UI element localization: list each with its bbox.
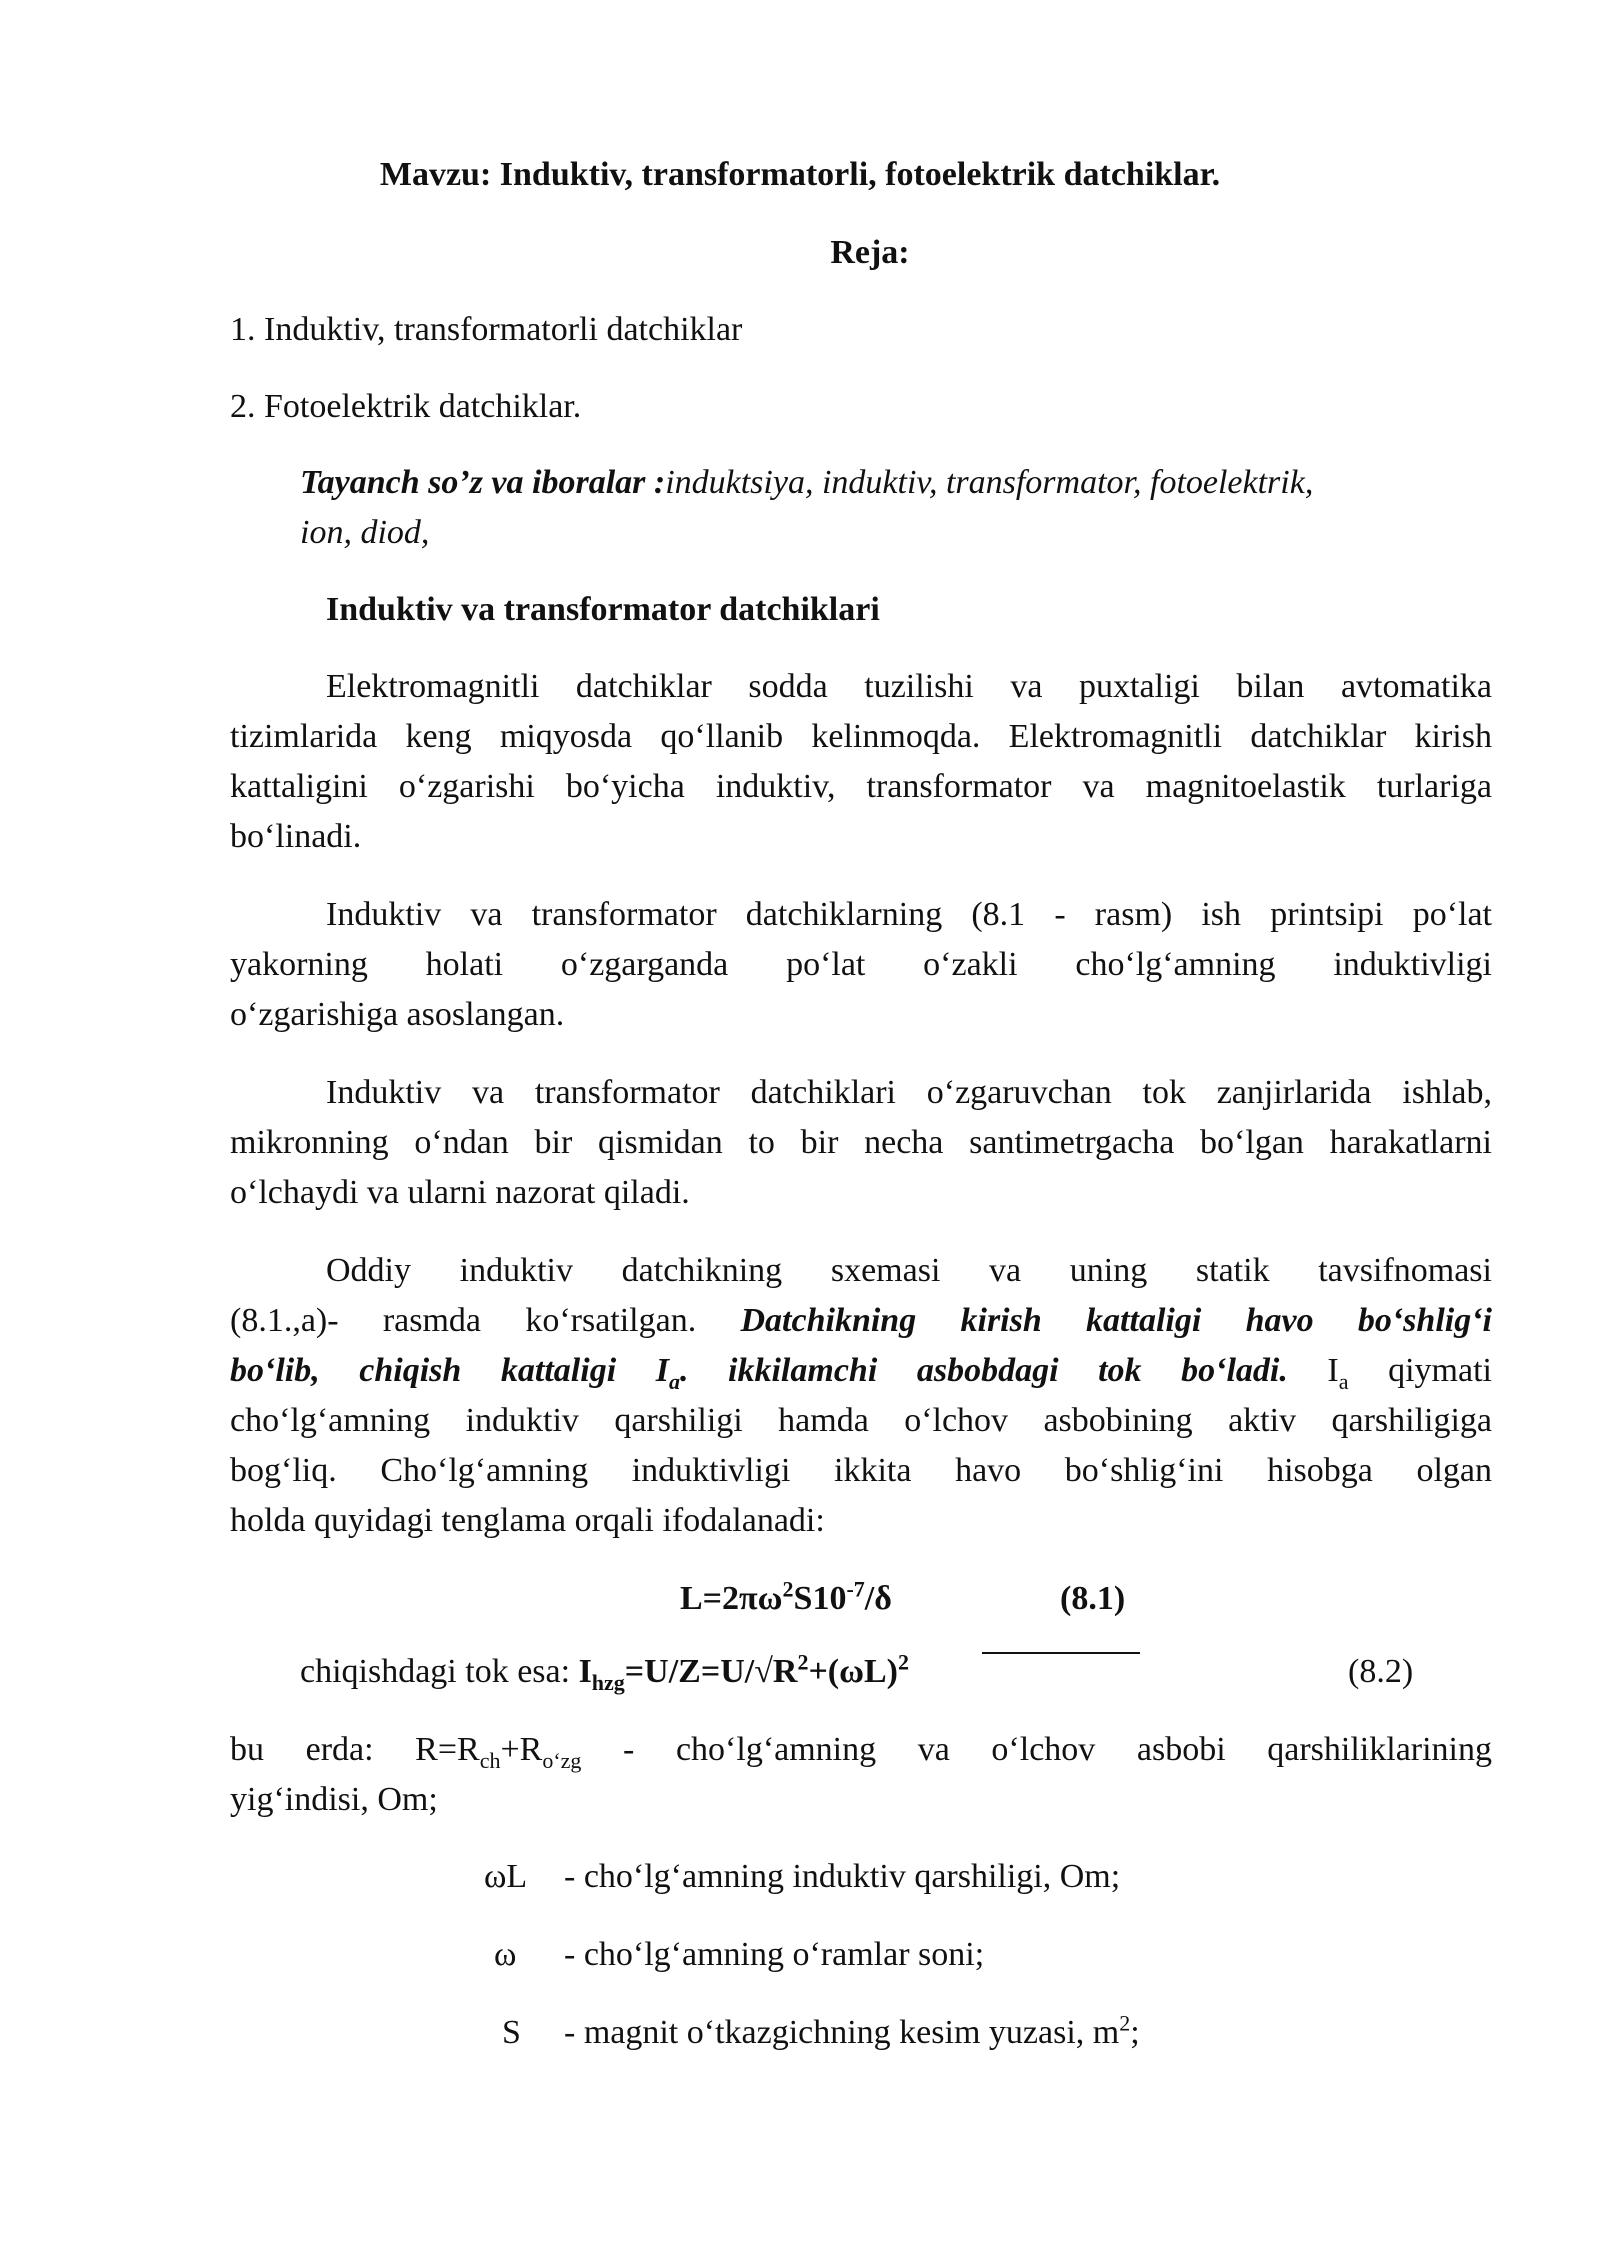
formula-8-1-sup-2: -7 xyxy=(846,1576,865,1602)
para2-line-2: yakorning holati o‘zgarganda po‘lat o‘zakli cho‘lg‘amning induktivligi xyxy=(230,946,1492,983)
formula-8-1 xyxy=(680,1574,892,1624)
def-omega xyxy=(494,1930,984,1980)
formula-8-1-part-c: /δ xyxy=(864,1580,892,1617)
para4-line-3 xyxy=(230,1346,1492,1396)
para4-line-3-bold-sub: a xyxy=(668,1368,680,1394)
def-omega-text: - cho‘lg‘amning o‘ramlar soni; xyxy=(564,1936,985,1973)
def-omega-symbol: ω xyxy=(494,1936,517,1973)
para2-line-3: o‘zgarishiga asoslangan. xyxy=(230,996,565,1033)
def-s-sup: 2 xyxy=(1119,2010,1131,2036)
para3-line-1: Induktiv va transformator datchiklari o‘zgaruvchan tok zanjirlarida ishlab, xyxy=(326,1074,1492,1111)
para4-line-3-plain-b: qiymati xyxy=(1348,1352,1492,1389)
plan-item-2: 2. Fotoelektrik datchiklar. xyxy=(230,388,582,425)
para4-line-2-bold: Datchikning kirish kattaligi havo bo‘shlig‘i xyxy=(740,1302,1492,1339)
para1-line-3: kattaligini o‘zgarishi bo‘yicha induktiv, transformator va magnitoelastik turlariga xyxy=(230,768,1492,805)
def-omega-l-text: - cho‘lg‘amning induktiv qarshiligi, Om; xyxy=(564,1858,1121,1895)
para2-line-1: Induktiv va transformator datchiklarning (8.1 - rasm) ish printsipi po‘lat xyxy=(326,896,1492,933)
para3-line-3: o‘lchaydi va ularni nazorat qiladi. xyxy=(230,1174,690,1211)
page-title: Mavzu: Induktiv, transformatorli, fotoelektrik datchiklar. xyxy=(379,156,1221,193)
para4-line-3-bold-a: bo‘lib, chiqish kattaligi I xyxy=(230,1352,669,1389)
where-sub-1: ch xyxy=(479,1747,501,1773)
formula-8-2-sub: hzg xyxy=(591,1669,625,1695)
formula-8-1-number: (8.1) xyxy=(1060,1580,1126,1617)
para4-line-2-plain: (8.1.,a)- rasmda ko‘rsatilgan. xyxy=(230,1302,741,1339)
keywords-line-2: ion, diod, xyxy=(300,514,430,551)
keywords-label: Tayanch so’z va iboralar : xyxy=(300,464,666,501)
para4-line-5: bog‘liq. Cho‘lg‘amning induktivligi ikkita havo bo‘shlig‘ini hisobga olgan xyxy=(230,1452,1492,1489)
formula-8-1-part-b: S10 xyxy=(793,1580,847,1617)
para4-line-1: Oddiy induktiv datchikning sxemasi va uning statik tavsifnomasi xyxy=(326,1252,1492,1289)
formula-8-1-sup-1: 2 xyxy=(782,1576,794,1602)
def-s xyxy=(502,2008,1140,2058)
para4-line-3-plain-sub: a xyxy=(1338,1368,1349,1394)
where-part-a: bu erda: R=R xyxy=(230,1731,480,1768)
formula-8-2-line xyxy=(300,1647,909,1697)
plan-item-1: 1. Induktiv, transformatorli datchiklar xyxy=(230,311,743,348)
formula-8-2-part-c: +(ωL) xyxy=(808,1653,898,1690)
formula-8-2-part-b: =U/Z=U/√R xyxy=(624,1653,798,1690)
sqrt-overline xyxy=(982,1652,1140,1654)
para4-line-3-bold-b: . ikkilamchi asbobdagi tok bo‘ladi. xyxy=(679,1352,1288,1389)
def-s-text: - magnit o‘tkazgichning kesim yuzasi, m xyxy=(564,2014,1120,2051)
where-part-b: +R xyxy=(500,1731,543,1768)
para1-line-1: Elektromagnitli datchiklar sodda tuzilishi va puxtaligi bilan avtomatika xyxy=(326,668,1492,705)
plan-heading: Reja: xyxy=(830,234,910,271)
para4-line-2 xyxy=(230,1296,1492,1346)
formula-8-1-part-a: L=2πω xyxy=(680,1580,783,1617)
def-omega-l-symbol: ωL xyxy=(484,1858,528,1895)
section-heading: Induktiv va transformator datchiklari xyxy=(326,591,880,628)
para1-line-2: tizimlarida keng miqyosda qo‘llanib kelinmoqda. Elektromagnitli datchiklar kirish xyxy=(230,718,1492,755)
where-line-1 xyxy=(230,1725,1492,1775)
formula-8-2-lead: chiqishdagi tok esa: xyxy=(300,1653,579,1690)
def-s-symbol: S xyxy=(502,2014,521,2051)
def-s-tail: ; xyxy=(1130,2014,1140,2051)
formula-8-2-sup-2: 2 xyxy=(898,1649,909,1675)
where-part-c: - cho‘lg‘amning va o‘lchov asbobi qarshiliklarining xyxy=(581,1731,1492,1768)
para3-line-2: mikronning o‘ndan bir qismidan to bir necha santimetrgacha bo‘lgan harakatlarni xyxy=(230,1124,1492,1161)
where-line-2: yig‘indisi, Om; xyxy=(230,1781,438,1818)
formula-8-2-number: (8.2) xyxy=(1348,1653,1414,1690)
keywords-text-1: induktsiya, induktiv, transformator, fotoelektrik, xyxy=(665,464,1314,501)
para4-line-6: holda quyidagi tenglama orqali ifodalanadi: xyxy=(230,1502,825,1539)
formula-8-2-sup-1: 2 xyxy=(797,1649,809,1675)
para4-line-3-plain-a: I xyxy=(1287,1352,1339,1389)
formula-8-2-part-a: I xyxy=(578,1653,592,1690)
para1-line-4: bo‘linadi. xyxy=(230,818,362,855)
def-omega-l xyxy=(484,1852,1120,1902)
keywords-line-1 xyxy=(300,458,1313,508)
where-sub-2: o‘zg xyxy=(542,1747,582,1773)
para4-line-4: cho‘lg‘amning induktiv qarshiligi hamda o‘lchov asbobining aktiv qarshiligiga xyxy=(230,1402,1492,1439)
